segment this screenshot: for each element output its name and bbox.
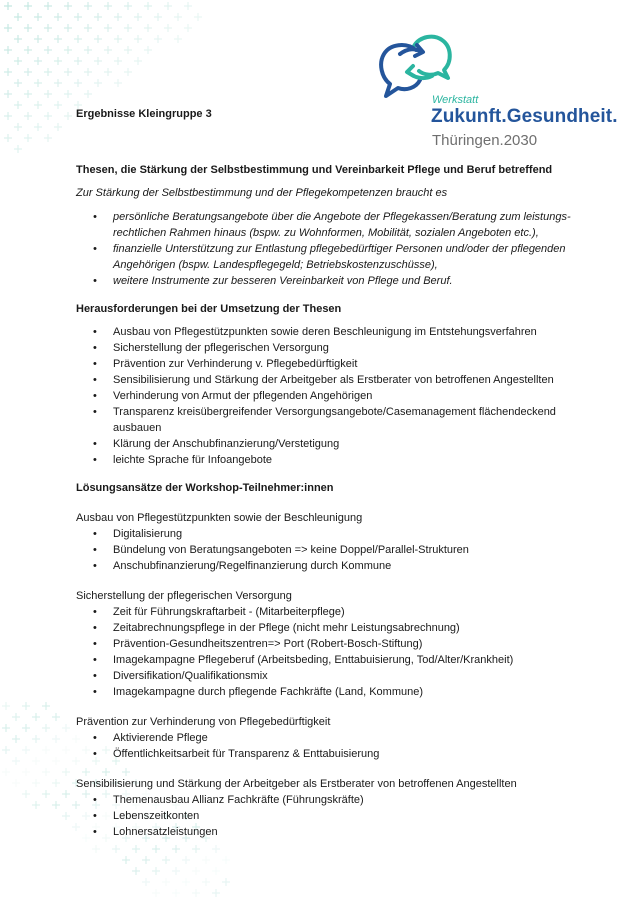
plus-mark — [172, 889, 180, 897]
plus-mark — [22, 724, 30, 732]
list-item: • Transparenz kreisübergreifender Versorgungsangebote/Casemanagement flächendeckend ausbauen — [76, 404, 596, 436]
plus-mark — [64, 90, 72, 98]
list-item: • leichte Sprache für Infoangebote — [76, 452, 596, 468]
plus-mark — [74, 35, 82, 43]
plus-mark — [144, 2, 152, 10]
plus-mark — [154, 13, 162, 21]
plus-mark — [12, 713, 20, 721]
plus-mark — [12, 779, 20, 787]
list-item: • finanzielle Unterstützung zur Entlastung pflegebedürftiger Personen und/oder der pflegenden Angehörigen (bspw. Landespflegegeld; Betriebskostenzuschüsse), — [76, 241, 596, 273]
plus-mark — [84, 24, 92, 32]
list-item: • Öffentlichkeitsarbeit für Transparenz & Enttabuisierung — [76, 746, 596, 762]
plus-mark — [222, 856, 230, 864]
list-item: • Imagekampagne durch pflegende Fachkräfte (Land, Kommune) — [76, 684, 596, 700]
plus-mark — [14, 13, 22, 21]
plus-mark — [184, 2, 192, 10]
plus-mark — [134, 13, 142, 21]
list-item: • weitere Instrumente zur besseren Vereinbarkeit von Pflege und Beruf. — [76, 273, 596, 289]
plus-mark — [94, 35, 102, 43]
plus-mark — [124, 24, 132, 32]
plus-mark — [94, 57, 102, 65]
plus-mark — [32, 735, 40, 743]
plus-mark — [132, 845, 140, 853]
plus-mark — [34, 57, 42, 65]
plus-mark — [42, 746, 50, 754]
plus-mark — [4, 134, 12, 142]
list-item: • Klärung der Anschubfinanzierung/Verstetigung — [76, 436, 596, 452]
plus-mark — [44, 90, 52, 98]
plus-mark — [84, 90, 92, 98]
plus-mark — [124, 46, 132, 54]
plus-mark — [44, 134, 52, 142]
list-item: • Imagekampagne Pflegeberuf (Arbeitsbeding, Enttabuisierung, Tod/Alter/Krankheit) — [76, 652, 596, 668]
plus-mark — [14, 101, 22, 109]
plus-mark — [94, 13, 102, 21]
plus-mark — [212, 867, 220, 875]
plus-mark — [154, 35, 162, 43]
list-item: • Prävention zur Verhinderung v. Pflegebedürftigkeit — [76, 356, 596, 372]
solution-group-list — [76, 792, 596, 840]
list-item: • Zeitabrechnungspflege in der Pflege (nicht mehr Leistungsabrechnung) — [76, 620, 596, 636]
plus-mark — [84, 46, 92, 54]
plus-mark — [194, 13, 202, 21]
plus-mark — [54, 35, 62, 43]
logo-title: Zukunft.Gesundheit. — [431, 106, 618, 127]
plus-mark — [42, 702, 50, 710]
plus-mark — [22, 790, 30, 798]
solution-group-title: Prävention zur Verhinderung von Pflegebedürftigkeit — [76, 716, 331, 728]
plus-mark — [184, 24, 192, 32]
plus-mark — [134, 35, 142, 43]
list-item: • Aktivierende Pflege — [76, 730, 596, 746]
plus-mark — [12, 735, 20, 743]
plus-mark — [24, 24, 32, 32]
plus-mark — [34, 123, 42, 131]
plus-mark — [24, 90, 32, 98]
plus-mark — [54, 57, 62, 65]
plus-mark — [44, 2, 52, 10]
document-title: Ergebnisse Kleingruppe 3 — [76, 108, 212, 120]
plus-mark — [152, 889, 160, 897]
plus-mark — [22, 768, 30, 776]
plus-mark — [152, 845, 160, 853]
plus-mark — [64, 24, 72, 32]
list-item: • Digitalisierung — [76, 526, 596, 542]
plus-mark — [24, 68, 32, 76]
plus-mark — [54, 13, 62, 21]
plus-mark — [74, 57, 82, 65]
plus-mark — [104, 68, 112, 76]
plus-mark — [12, 757, 20, 765]
plus-mark — [44, 24, 52, 32]
plus-mark — [142, 856, 150, 864]
challenges-heading: Herausforderungen bei der Umsetzung der Thesen — [76, 303, 342, 315]
list-item: • Ausbau von Pflegestützpunkten sowie deren Beschleunigung im Entstehungsverfahren — [76, 324, 596, 340]
plus-mark — [4, 24, 12, 32]
plus-mark — [114, 13, 122, 21]
plus-mark — [222, 878, 230, 886]
plus-mark — [74, 79, 82, 87]
plus-mark — [104, 24, 112, 32]
plus-mark — [144, 24, 152, 32]
plus-mark — [142, 878, 150, 886]
plus-mark — [54, 79, 62, 87]
plus-mark — [62, 790, 70, 798]
plus-mark — [2, 746, 10, 754]
plus-mark — [34, 35, 42, 43]
list-item: • Zeit für Führungskraftarbeit - (Mitarbeiterpflege) — [76, 604, 596, 620]
plus-mark — [64, 68, 72, 76]
plus-mark — [52, 801, 60, 809]
plus-mark — [172, 867, 180, 875]
plus-mark — [54, 123, 62, 131]
plus-mark — [32, 713, 40, 721]
list-item: • Sensibilisierung und Stärkung der Arbeitgeber als Erstberater von betroffenen Angestellten — [76, 372, 596, 388]
list-item: • Themenausbau Allianz Fachkräfte (Führungskräfte) — [76, 792, 596, 808]
plus-mark — [112, 845, 120, 853]
list-item: • Bündelung von Beratungsangeboten => keine Doppel/Parallel-Strukturen — [76, 542, 596, 558]
plus-mark — [162, 856, 170, 864]
plus-mark — [212, 845, 220, 853]
plus-mark — [14, 79, 22, 87]
list-item: • Verhinderung von Armut der pflegenden Angehörigen — [76, 388, 596, 404]
plus-mark — [132, 867, 140, 875]
plus-mark — [202, 856, 210, 864]
theses-list — [76, 209, 596, 289]
plus-mark — [182, 856, 190, 864]
plus-mark — [4, 90, 12, 98]
list-item: • Prävention-Gesundheitszentren=> Port (Robert-Bosch-Stiftung) — [76, 636, 596, 652]
theses-lead: Zur Stärkung der Selbstbestimmung und der Pflegekompetenzen braucht es — [76, 187, 448, 199]
plus-mark — [4, 2, 12, 10]
plus-mark — [152, 867, 160, 875]
plus-mark — [32, 801, 40, 809]
list-item: • Lohnersatzleistungen — [76, 824, 596, 840]
theses-heading: Thesen, die Stärkung der Selbstbestimmung und Vereinbarkeit Pflege und Beruf betreffend — [76, 164, 553, 176]
solution-group-title: Sicherstellung der pflegerischen Versorgung — [76, 590, 292, 602]
plus-mark — [54, 101, 62, 109]
plus-mark — [52, 779, 60, 787]
plus-mark — [14, 145, 22, 153]
plus-mark — [44, 68, 52, 76]
plus-mark — [24, 46, 32, 54]
plus-mark — [2, 768, 10, 776]
plus-mark — [122, 856, 130, 864]
plus-mark — [62, 768, 70, 776]
plus-mark — [174, 13, 182, 21]
solutions-heading: Lösungsansätze der Workshop-Teilnehmer:innen — [76, 482, 334, 494]
plus-mark — [44, 112, 52, 120]
plus-mark — [32, 779, 40, 787]
plus-mark — [114, 35, 122, 43]
plus-mark — [192, 845, 200, 853]
plus-mark — [64, 2, 72, 10]
plus-mark — [94, 79, 102, 87]
plus-mark — [104, 46, 112, 54]
plus-mark — [162, 878, 170, 886]
plus-mark — [4, 112, 12, 120]
plus-mark — [124, 68, 132, 76]
list-item: • Anschubfinanzierung/Regelfinanzierung durch Kommune — [76, 558, 596, 574]
list-item: • Sicherstellung der pflegerischen Versorgung — [76, 340, 596, 356]
document-body — [76, 106, 596, 840]
solution-group-title: Ausbau von Pflegestützpunkten sowie der Beschleunigung — [76, 512, 363, 524]
plus-mark — [62, 746, 70, 754]
plus-mark — [4, 46, 12, 54]
logo-subtitle: Thüringen.2030 — [432, 132, 538, 149]
plus-mark — [24, 112, 32, 120]
plus-mark — [62, 812, 70, 820]
solution-group-list — [76, 730, 596, 762]
plus-mark — [14, 123, 22, 131]
plus-mark — [24, 2, 32, 10]
plus-mark — [42, 790, 50, 798]
solution-group-list — [76, 604, 596, 700]
list-item: • Diversifikation/Qualifikationsmix — [76, 668, 596, 684]
plus-mark — [134, 57, 142, 65]
plus-mark — [164, 24, 172, 32]
plus-mark — [34, 101, 42, 109]
plus-mark — [64, 46, 72, 54]
plus-mark — [24, 134, 32, 142]
plus-mark — [144, 46, 152, 54]
plus-mark — [192, 889, 200, 897]
solution-group-list — [76, 526, 596, 574]
plus-mark — [42, 768, 50, 776]
plus-mark — [182, 878, 190, 886]
plus-mark — [52, 735, 60, 743]
plus-mark — [2, 724, 10, 732]
plus-mark — [64, 112, 72, 120]
plus-mark — [22, 702, 30, 710]
plus-mark — [92, 845, 100, 853]
plus-mark — [114, 57, 122, 65]
plus-mark — [4, 68, 12, 76]
plus-mark — [84, 2, 92, 10]
plus-mark — [34, 13, 42, 21]
plus-mark — [14, 35, 22, 43]
plus-mark — [14, 57, 22, 65]
plus-mark — [42, 724, 50, 732]
plus-mark — [202, 878, 210, 886]
plus-mark — [174, 35, 182, 43]
plus-mark — [52, 713, 60, 721]
plus-mark — [172, 845, 180, 853]
plus-mark — [34, 79, 42, 87]
plus-mark — [32, 757, 40, 765]
logo-werkstatt: Werkstatt — [432, 94, 479, 106]
plus-mark — [22, 746, 30, 754]
plus-mark — [74, 13, 82, 21]
plus-mark — [2, 702, 10, 710]
plus-mark — [84, 68, 92, 76]
plus-mark — [44, 46, 52, 54]
plus-mark — [192, 867, 200, 875]
plus-mark — [52, 757, 60, 765]
list-item: • Lebenszeitkonten — [76, 808, 596, 824]
list-item: • persönliche Beratungsangebote über die Angebote der Pflegekassen/Beratung zum leistungs-rechtlichen Rahmen hinaus (bspw. zu Wohnformen, Mobilität, sozialen Angeboten etc.), — [76, 209, 596, 241]
plus-mark — [62, 724, 70, 732]
plus-mark — [164, 2, 172, 10]
plus-mark — [124, 2, 132, 10]
solution-group-title: Sensibilisierung und Stärkung der Arbeitgeber als Erstberater von betroffenen Angestellten — [76, 778, 517, 790]
challenges-list — [76, 324, 596, 468]
plus-mark — [114, 79, 122, 87]
plus-mark — [104, 2, 112, 10]
plus-mark — [212, 889, 220, 897]
